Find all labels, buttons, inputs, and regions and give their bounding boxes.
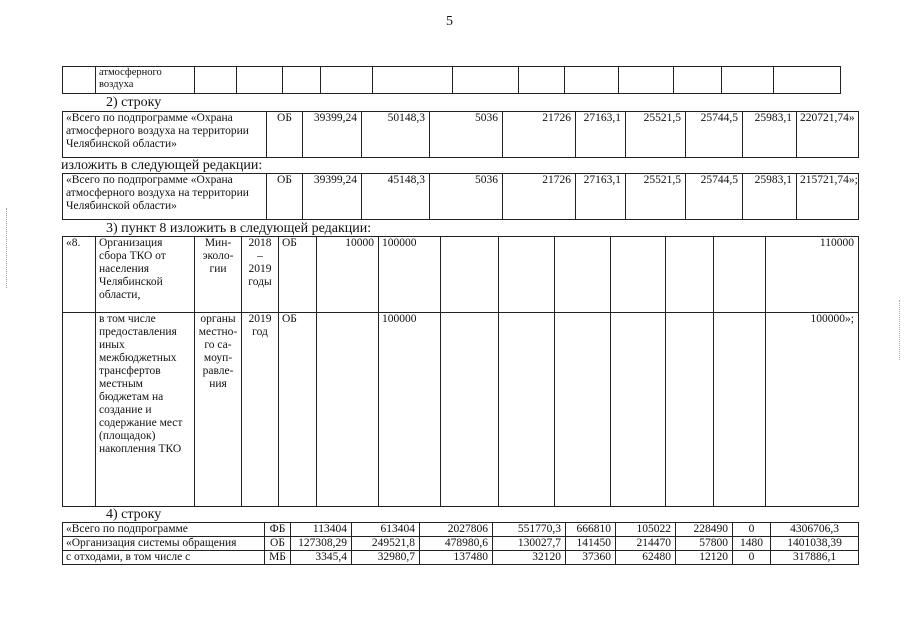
total-cell: 317886,1 bbox=[771, 551, 859, 565]
value-cell: 10000 bbox=[317, 237, 379, 313]
table-item-8 bbox=[62, 236, 859, 507]
total-cell: 220721,74» bbox=[797, 112, 859, 158]
value-cell: 5036 bbox=[430, 112, 503, 158]
row-name: «Организация системы обращения bbox=[63, 537, 265, 551]
table-continuation bbox=[62, 66, 841, 94]
value-cell: 127308,29 bbox=[291, 537, 352, 551]
value-cell: 137480 bbox=[420, 551, 493, 565]
source-cell: ОБ bbox=[267, 174, 303, 220]
value-cell: 21726 bbox=[503, 174, 576, 220]
value-cell: 25521,5 bbox=[626, 174, 686, 220]
value-cell: 551770,3 bbox=[493, 523, 566, 537]
row-name: «Всего по подпрограмме «Охрана атмосферного воздуха на территории Челябинской области» bbox=[63, 174, 267, 220]
value-cell: 141450 bbox=[566, 537, 616, 551]
page-number: 5 bbox=[446, 14, 453, 29]
value-cell: 32980,7 bbox=[352, 551, 420, 565]
item-years: 2019 год bbox=[242, 313, 279, 507]
heading-4: 4) строку bbox=[106, 507, 162, 522]
source-cell: ФБ bbox=[265, 523, 291, 537]
row-name: «Всего по подпрограмме bbox=[63, 523, 265, 537]
value-cell: 25521,5 bbox=[626, 112, 686, 158]
value-cell: 666810 bbox=[566, 523, 616, 537]
value-cell: 21726 bbox=[503, 112, 576, 158]
value-cell: 25983,1 bbox=[743, 174, 797, 220]
value-cell: 0 bbox=[733, 523, 771, 537]
value-cell: 130027,7 bbox=[493, 537, 566, 551]
table-cell-label: атмосферного воздуха bbox=[96, 67, 195, 94]
table-new-total bbox=[62, 173, 859, 220]
item-number bbox=[63, 313, 96, 507]
source-cell: ОБ bbox=[267, 112, 303, 158]
heading-3: 3) пункт 8 изложить в следующей редакции: bbox=[106, 221, 372, 236]
value-cell: 45148,3 bbox=[362, 174, 430, 220]
row-name: «Всего по подпрограмме «Охрана атмосферного воздуха на территории Челябинской области» bbox=[63, 112, 267, 158]
scan-margin-mark-right bbox=[899, 300, 902, 360]
value-cell: 50148,3 bbox=[362, 112, 430, 158]
row-name: с отходами, в том числе с bbox=[63, 551, 265, 565]
total-cell: 100000»; bbox=[766, 313, 859, 507]
value-cell: 228490 bbox=[676, 523, 733, 537]
value-cell: 1480 bbox=[733, 537, 771, 551]
value-cell: 62480 bbox=[616, 551, 676, 565]
value-cell: 39399,24 bbox=[303, 112, 362, 158]
heading-edit: изложить в следующей редакции: bbox=[61, 158, 263, 173]
value-cell: 39399,24 bbox=[303, 174, 362, 220]
value-cell: 249521,8 bbox=[352, 537, 420, 551]
source-cell: ОБ bbox=[265, 537, 291, 551]
total-cell: 4306706,3 bbox=[771, 523, 859, 537]
source-cell: ОБ bbox=[279, 313, 317, 507]
value-cell: 25744,5 bbox=[686, 174, 743, 220]
value-cell: 57800 bbox=[676, 537, 733, 551]
value-cell: 214470 bbox=[616, 537, 676, 551]
source-cell: МБ bbox=[265, 551, 291, 565]
value-cell: 3345,4 bbox=[291, 551, 352, 565]
source-cell: ОБ bbox=[279, 237, 317, 313]
value-cell: 2027806 bbox=[420, 523, 493, 537]
item-name: Организация сбора ТКО от населения Челябинской области, bbox=[96, 237, 195, 313]
value-cell: 100000 bbox=[379, 313, 441, 507]
total-cell: 215721,74»; bbox=[797, 174, 859, 220]
value-cell bbox=[317, 313, 379, 507]
total-cell: 110000 bbox=[766, 237, 859, 313]
value-cell: 478980,6 bbox=[420, 537, 493, 551]
scan-margin-mark bbox=[6, 208, 9, 288]
value-cell: 613404 bbox=[352, 523, 420, 537]
item-executor: Мин-эколо-гии bbox=[195, 237, 242, 313]
item-executor: органы местно-го са-моуп-равле-ния bbox=[195, 313, 242, 507]
table-old-total bbox=[62, 111, 859, 158]
value-cell: 27163,1 bbox=[576, 112, 626, 158]
value-cell: 25983,1 bbox=[743, 112, 797, 158]
value-cell: 5036 bbox=[430, 174, 503, 220]
table-waste-total bbox=[62, 522, 859, 565]
value-cell: 12120 bbox=[676, 551, 733, 565]
item-years: 2018 – 2019 годы bbox=[242, 237, 279, 313]
total-cell: 1401038,39 bbox=[771, 537, 859, 551]
item-number: «8. bbox=[63, 237, 96, 313]
value-cell: 0 bbox=[733, 551, 771, 565]
value-cell: 32120 bbox=[493, 551, 566, 565]
value-cell: 25744,5 bbox=[686, 112, 743, 158]
heading-2: 2) строку bbox=[106, 95, 162, 110]
value-cell: 105022 bbox=[616, 523, 676, 537]
value-cell: 100000 bbox=[379, 237, 441, 313]
value-cell: 37360 bbox=[566, 551, 616, 565]
item-name: в том числе предоставления иных межбюджетных трансфертов местным бюджетам на создание и содержание мест (площадок) накопления ТКО bbox=[96, 313, 195, 507]
value-cell: 113404 bbox=[291, 523, 352, 537]
value-cell: 27163,1 bbox=[576, 174, 626, 220]
